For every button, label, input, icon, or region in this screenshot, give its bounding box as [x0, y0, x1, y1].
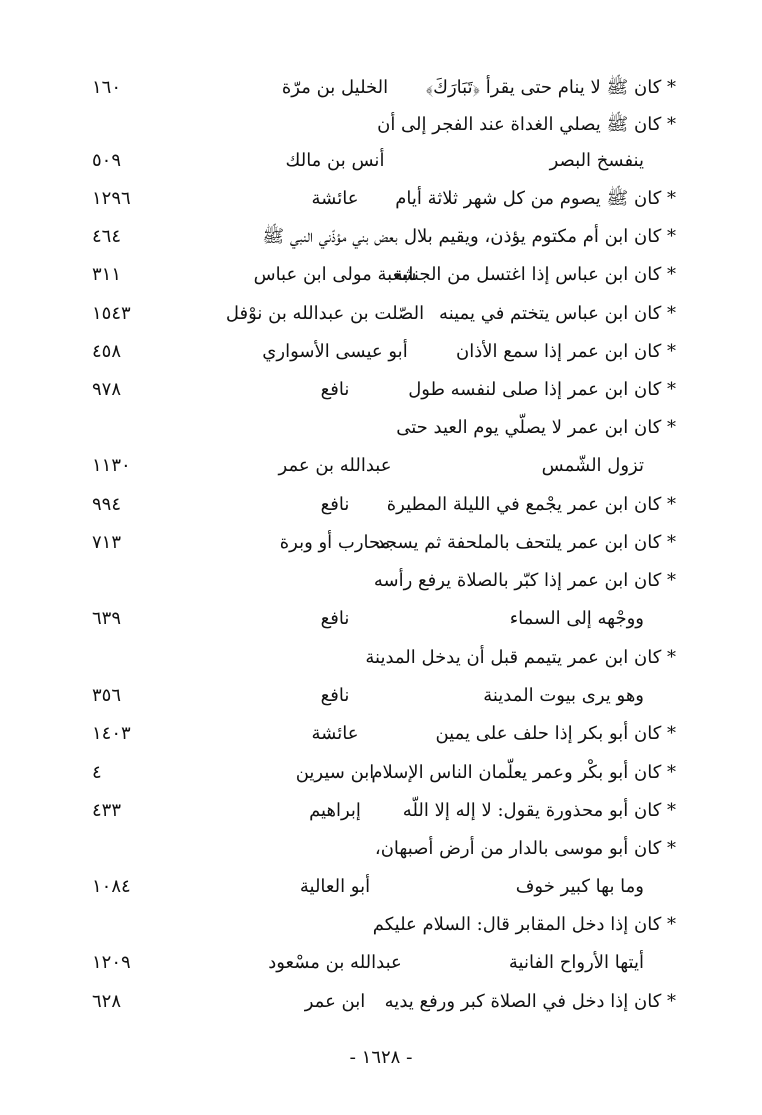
- entry-text: * كان ابن عباس إذا اغتسل من الجنابة: [393, 264, 676, 285]
- index-entry: [0, 640, 762, 676]
- index-entry: [0, 755, 762, 791]
- entry-number: ٤٣٣: [92, 800, 122, 821]
- entry-text: * كان ﷺ لا ينام حتى يقرأ ﴿تَبَارَكَ﴾: [425, 77, 676, 98]
- entry-text: * كان ابن عمر يجْمع في الليلة المطيرة: [386, 494, 676, 515]
- entry-number: ٤: [92, 762, 102, 783]
- entry-text: * كان أبو موسى بالدار من أرض أصبهان،: [374, 838, 676, 859]
- entry-text: * كان ﷺ يصوم من كل شهر ثلاثة أيام: [395, 188, 676, 209]
- entry-narrator: بعض بني مؤذّني النبي ﷺ: [262, 226, 398, 247]
- entry-number: ١٠٨٤: [92, 876, 131, 897]
- index-entry: [0, 869, 762, 905]
- entry-number: ٦٣٩: [92, 608, 122, 629]
- index-entry: [0, 678, 762, 714]
- index-entry: [0, 487, 762, 523]
- entry-text: * كان أبو بكر إذا حلف على يمين: [435, 723, 676, 744]
- index-entry: [0, 70, 762, 106]
- entry-number: ٣١١: [92, 264, 122, 285]
- entry-text: ينفسخ البصر: [549, 150, 644, 171]
- entry-number: ١٢٠٩: [92, 952, 131, 973]
- entry-text: وما بها كبير خوف: [515, 876, 644, 897]
- entry-narrator: محارب أو وبرة: [279, 532, 391, 553]
- index-entry: [0, 334, 762, 370]
- entry-text: * كان إذا دخل المقابر قال: السلام عليكم: [372, 914, 676, 935]
- index-entry: [0, 296, 762, 332]
- entry-number: ١٦٠: [92, 77, 122, 98]
- index-entry: [0, 716, 762, 752]
- entry-text: * كان أبو محذورة يقول: لا إله إلا اللّه: [402, 800, 676, 821]
- entry-number: ١٥٤٣: [92, 303, 131, 324]
- index-entry: [0, 107, 762, 143]
- entry-text: * كان ابن عمر يتيمم قبل أن يدخل المدينة: [365, 647, 676, 668]
- index-entry: [0, 219, 762, 255]
- page-number: - ١٦٢٨ -: [349, 1047, 413, 1068]
- entry-number: ١٢٩٦: [92, 188, 131, 209]
- entry-narrator: ابن عمر: [304, 991, 366, 1012]
- entry-narrator: الخليل بن مرّة: [281, 77, 389, 98]
- entry-text: وهو يرى بيوت المدينة: [483, 685, 644, 706]
- entry-text: تزول الشّمس: [541, 455, 644, 476]
- entry-text: * كان ﷺ يصلي الغداة عند الفجر إلى أن: [377, 114, 676, 135]
- entry-narrator: عبدالله بن عمر: [278, 455, 392, 476]
- index-entry: [0, 793, 762, 829]
- entry-text: * كان ابن عمر لا يصلّي يوم العيد حتى: [396, 417, 676, 438]
- entry-narrator: عائشة: [311, 188, 359, 209]
- entry-narrator: أنس بن مالك: [285, 150, 385, 171]
- entry-narrator: نافع: [320, 494, 350, 515]
- entry-narrator: ابن سيرين: [295, 762, 375, 783]
- entry-text: * كان ابن عمر يلتحف بالملحفة ثم يسجد: [376, 532, 676, 553]
- index-entry: [0, 563, 762, 599]
- index-entry: [0, 945, 762, 981]
- entry-text: * كان أبو بكْر وعمر يعلّمان الناس الإسلام: [371, 762, 676, 783]
- entry-narrator: عائشة: [311, 723, 359, 744]
- entry-number: ٩٧٨: [92, 379, 122, 400]
- entry-text: * كان ابن عمر إذا سمع الأذان: [456, 341, 676, 362]
- entry-text: * كان ابن أم مكتوم يؤذن، ويقيم بلال: [403, 226, 676, 247]
- index-entry: [0, 907, 762, 943]
- entry-text: * كان ابن عمر إذا كبّر بالصلاة يرفع رأسه: [373, 570, 676, 591]
- entry-text: * كان إذا دخل في الصلاة كبر ورفع يديه: [384, 991, 676, 1012]
- entry-text: أيتها الأرواح الفانية: [508, 952, 644, 973]
- entry-number: ٤٥٨: [92, 341, 122, 362]
- index-entry: [0, 601, 762, 637]
- entry-text: * كان ابن عمر إذا صلى لنفسه طول: [408, 379, 676, 400]
- index-entry: [0, 448, 762, 484]
- entry-narrator: إبراهيم: [309, 800, 361, 821]
- entry-narrator: نافع: [320, 685, 350, 706]
- entry-narrator: شعبة مولى ابن عباس: [253, 264, 417, 285]
- index-entry: [0, 372, 762, 408]
- entry-narrator: الصّلت بن عبدالله بن نوْفل: [225, 303, 425, 324]
- entry-narrator: نافع: [320, 379, 350, 400]
- index-entry: [0, 410, 762, 446]
- entry-number: ٧١٣: [92, 532, 122, 553]
- entry-narrator: أبو عيسى الأسواري: [262, 341, 408, 362]
- entry-number: ٦٢٨: [92, 991, 122, 1012]
- index-entry: [0, 525, 762, 561]
- entry-narrator: أبو العالية: [299, 876, 371, 897]
- index-entry: [0, 984, 762, 1020]
- entry-number: ٩٩٤: [92, 494, 122, 515]
- entry-number: ٣٥٦: [92, 685, 122, 706]
- entry-number: ٤٦٤: [92, 226, 122, 247]
- entry-number: ٥٠٩: [92, 150, 122, 171]
- entry-number: ١١٣٠: [92, 455, 131, 476]
- entry-narrator: عبدالله بن مسْعود: [268, 952, 402, 973]
- entry-narrator: نافع: [320, 608, 350, 629]
- entry-text: * كان ابن عباس يتختم في يمينه: [439, 303, 676, 324]
- index-entry: [0, 143, 762, 179]
- entry-text: ووجْهه إلى السماء: [509, 608, 644, 629]
- entry-number: ١٤٠٣: [92, 723, 131, 744]
- index-entry: [0, 181, 762, 217]
- index-entry: [0, 257, 762, 293]
- index-entry: [0, 831, 762, 867]
